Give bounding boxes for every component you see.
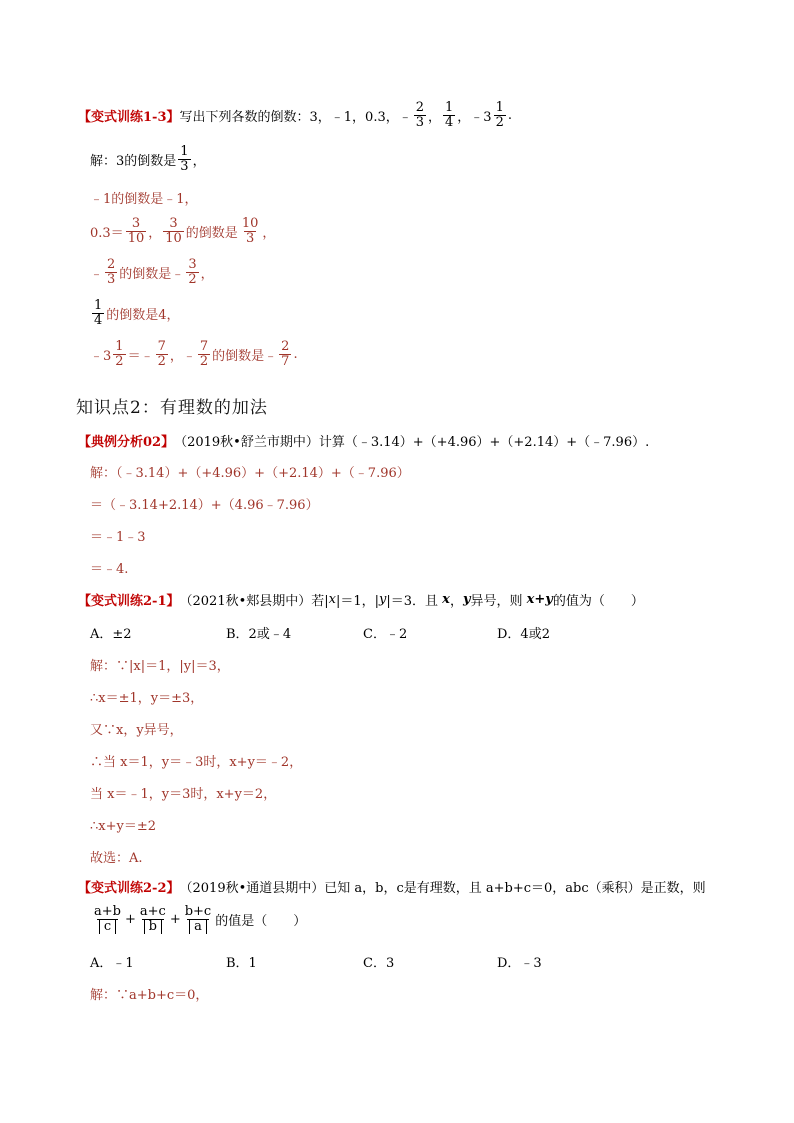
solution-line: 又∵x，y异号，: [90, 723, 183, 738]
solution-line: ﹣3 $\frac{1}{2}$ ＝﹣ $\frac{7}{2}$ ，﹣ $\frac{7}{2}$ 的倒数是﹣ $\frac{2}{7}$ .: [90, 339, 298, 369]
solution-line: 当 x＝﹣1，y＝3时，x+y＝2，: [90, 787, 277, 802]
solution-line: 解：∵a+b+c＝0，: [90, 988, 209, 1003]
solution-line: 解：∵|x|＝1，|y|＝3，: [90, 659, 230, 674]
solution-line: 故选：A.: [90, 851, 143, 866]
option-c: C．﹣2: [363, 627, 408, 642]
question-text: 写出下列各数的倒数：3，﹣1，0.3，﹣: [179, 109, 412, 125]
fraction: $\frac{a+c}{b}$: [139, 904, 166, 934]
fraction: $\frac{1}{3}$: [180, 144, 189, 174]
solution-line: ﹣1的倒数是﹣1，: [90, 192, 198, 207]
solution-line: ＝（﹣3.14+2.14）+（4.96﹣7.96）: [90, 498, 319, 513]
question-tag: 【变式训练2-1】: [78, 594, 180, 609]
solution-line: ＝﹣1﹣3: [90, 530, 146, 545]
fraction-expression: $\frac{a+b}{c}$ + $\frac{a+c}{b}$ + $\frac{b+c}{a}$ 的值是（ ）: [94, 904, 307, 934]
fraction: $\frac{1}{4}$: [94, 298, 103, 328]
fraction: $\frac{3}{10}$: [165, 216, 182, 246]
question-tag: 【典例分析02】: [78, 435, 175, 450]
solution-line: ∴x＝±1，y＝±3，: [90, 691, 204, 706]
option-c: C．3: [363, 956, 395, 971]
fraction: $\frac{1}{2}$: [115, 339, 124, 369]
fraction: $\frac{2}{3}$: [107, 257, 116, 287]
option-b: B．2或﹣4: [226, 627, 292, 642]
fraction: $\frac{1}{4}$: [445, 100, 454, 130]
option-a: A．±2: [90, 627, 132, 642]
fraction: $\frac{2}{7}$: [281, 339, 290, 369]
section-heading: 知识点2：有理数的加法: [76, 398, 268, 418]
question-tag: 【变式训练2-2】: [78, 881, 180, 896]
question-2-1: 【变式训练2-1】 （2021秋•郏县期中）若| x |＝1，| y |＝3．且 x ， y 异号，则 x+y 的值为（ ）: [78, 592, 644, 609]
fraction: $\frac{7}{2}$: [157, 339, 166, 369]
fraction: $\frac{7}{2}$: [199, 339, 209, 369]
fraction: $\frac{10}{3}$: [241, 216, 259, 246]
fraction: $\frac{b+c}{a}$: [184, 904, 212, 934]
solution-line: $\frac{1}{4}$ 的倒数是4，: [94, 298, 180, 328]
fraction: $\frac{3}{2}$: [188, 257, 197, 287]
option-d: D．﹣3: [497, 956, 542, 971]
solution-line: ∴当 x＝1，y＝﹣3时，x+y＝﹣2，: [90, 755, 303, 770]
fraction: $\frac{a+b}{c}$: [94, 904, 121, 934]
fraction: $\frac{1}{2}$: [495, 100, 504, 130]
solution-line: ＝﹣4.: [90, 562, 129, 577]
solution-line: ∴x+y＝±2: [90, 819, 157, 834]
option-a: A．﹣1: [90, 956, 134, 971]
solution-line: 解：3的倒数是 $\frac{1}{3}$ ，: [90, 144, 206, 174]
option-d: D．4或2: [497, 627, 550, 642]
question-tag: 【变式训练1-3】: [78, 109, 180, 125]
solution-line: 0.3＝ $\frac{3}{10}$ ， $\frac{3}{10}$ 的倒数是 $\frac{10}{3}$ ，: [90, 216, 276, 246]
question-2-2: 【变式训练2-2】 （2019秋•通道县期中）已知 a，b，c是有理数，且 a+b+c＝0，abc（乘积）是正数，则: [78, 877, 706, 896]
question-1-3: 【变式训练1-3】 写出下列各数的倒数：3，﹣1，0.3，﹣ $\frac{2}{3}$ ， $\frac{1}{4}$ ，﹣3 $\frac{1}{2}$ .: [78, 100, 512, 130]
fraction: $\frac{3}{10}$: [127, 216, 145, 246]
fraction: $\frac{2}{3}$: [415, 100, 424, 130]
example-02: 【典例分析02】 （2019秋•舒兰市期中）计算（﹣3.14）+（+4.96）+（+2.14）+（﹣7.96）.: [78, 431, 649, 450]
option-b: B．1: [226, 956, 257, 971]
solution-line: 解：（﹣3.14）+（+4.96）+（+2.14）+（﹣7.96）: [90, 466, 410, 481]
solution-line: ﹣ $\frac{2}{3}$ 的倒数是﹣ $\frac{3}{2}$ ，: [90, 257, 214, 287]
